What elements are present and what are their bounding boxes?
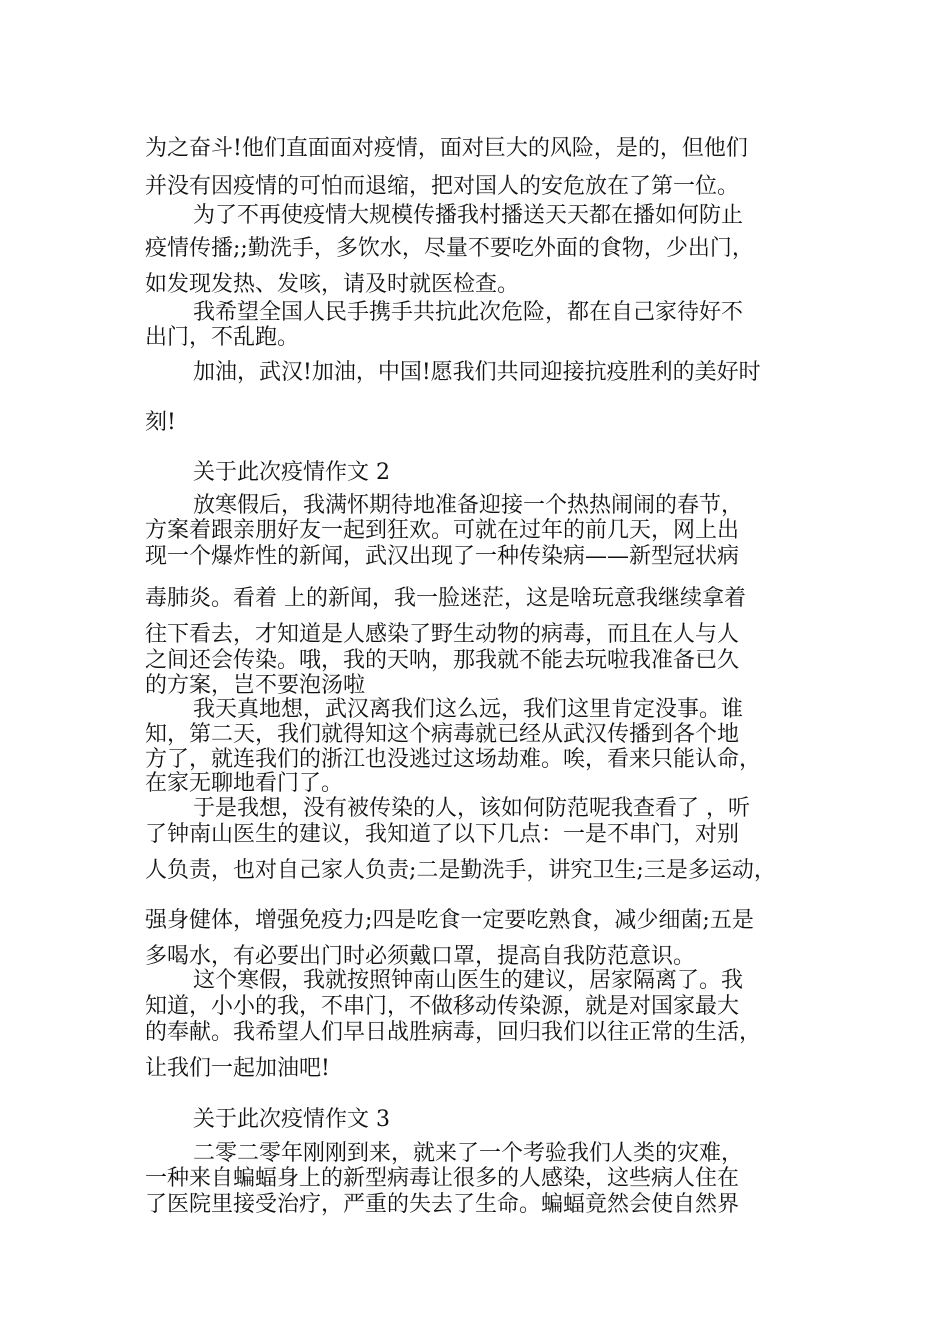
text-line: 刻! xyxy=(145,410,176,435)
text-line: 让我们一起加油吧! xyxy=(145,1056,330,1081)
text-line: 于是我想，没有被传染的人，该如何防范呢我查看了 ，听 xyxy=(193,796,750,821)
text-line: 放寒假后，我满怀期待地准备迎接一个热热闹闹的春节， xyxy=(193,493,744,518)
text-line: 现一个爆炸性的新闻，武汉出现了一种传染病——新型冠状病 xyxy=(145,544,740,569)
text-line: 往下看去，才知道是人感染了野生动物的病毒，而且在人与人 xyxy=(145,622,740,647)
text-line: 在家无聊地看门了。 xyxy=(145,771,344,796)
text-line: 的奉献。我希望人们早日战胜病毒，回归我们以往正常的生活， xyxy=(145,1020,762,1045)
section-heading: 关于此次疫情作文 3 xyxy=(193,1107,390,1132)
text-line: 为之奋斗!他们直面面对疫情，面对巨大的风险，是的，但他们 xyxy=(145,136,748,161)
text-line: 强身健体，增强免疫力;四是吃食一定要吃熟食，减少细菌;五是 xyxy=(145,908,754,933)
text-line: 一种来自蝙蝠身上的新型病毒让很多的人感染，这些病人住在 xyxy=(145,1166,740,1191)
text-line: 了钟南山医生的建议，我知道了以下几点：一是不串门，对别 xyxy=(145,822,740,847)
text-line: 知，第二天，我们就得知这个病毒就已经从武汉传播到各个地 xyxy=(145,722,740,747)
text-line: 这个寒假，我就按照钟南山医生的建议，居家隔离了。我 xyxy=(193,968,744,993)
text-line: 为了不再使疫情大规模传播我村播送天天都在播如何防止 xyxy=(193,203,744,228)
text-line: 的方案，岂不要泡汤啦 xyxy=(145,673,366,698)
text-line: 毒肺炎。看着 上的新闻，我一脸迷茫，这是啥玩意我继续拿着 xyxy=(145,586,746,611)
text-line: 知道，小小的我，不串门，不做移动传染源，就是对国家最大 xyxy=(145,994,740,1019)
text-line: 疫情传播;;勤洗手，多饮水，尽量不要吃外面的食物，少出门， xyxy=(145,236,754,261)
text-line: 多喝水，有必要出门时必须戴口罩，提高自我防范意识。 xyxy=(145,944,696,969)
text-line: 我希望全国人民手携手共抗此次危险，都在自己家待好不 xyxy=(193,300,744,325)
text-line: 人负责，也对自己家人负责;二是勤洗手，讲究卫生;三是多运动， xyxy=(145,858,776,883)
text-line: 了医院里接受治疗，严重的失去了生命。蝙蝠竟然会使自然界 xyxy=(145,1192,740,1217)
text-line: 二零二零年刚刚到来，就来了一个考验我们人类的灾难， xyxy=(193,1141,744,1166)
section-heading: 关于此次疫情作文 2 xyxy=(193,460,390,485)
text-line: 方了，就连我们的浙江也没逃过这场劫难。唉，看来只能认命， xyxy=(145,747,762,772)
text-line: 我天真地想，武汉离我们这么远，我们这里肯定没事。谁 xyxy=(193,697,744,722)
text-line: 并没有因疫情的可怕而退缩，把对国人的安危放在了第一位。 xyxy=(145,174,740,199)
text-line: 之间还会传染。哦，我的天呐，那我就不能去玩啦我准备已久 xyxy=(145,648,740,673)
text-line: 加油，武汉!加油，中国!愿我们共同迎接抗疫胜利的美好时 xyxy=(193,360,761,385)
text-line: 出门，不乱跑。 xyxy=(145,325,300,350)
text-line: 方案着跟亲朋好友一起到狂欢。可就在过年的前几天，网上出 xyxy=(145,518,740,543)
text-line: 如发现发热、发咳，请及时就医检查。 xyxy=(145,272,520,297)
